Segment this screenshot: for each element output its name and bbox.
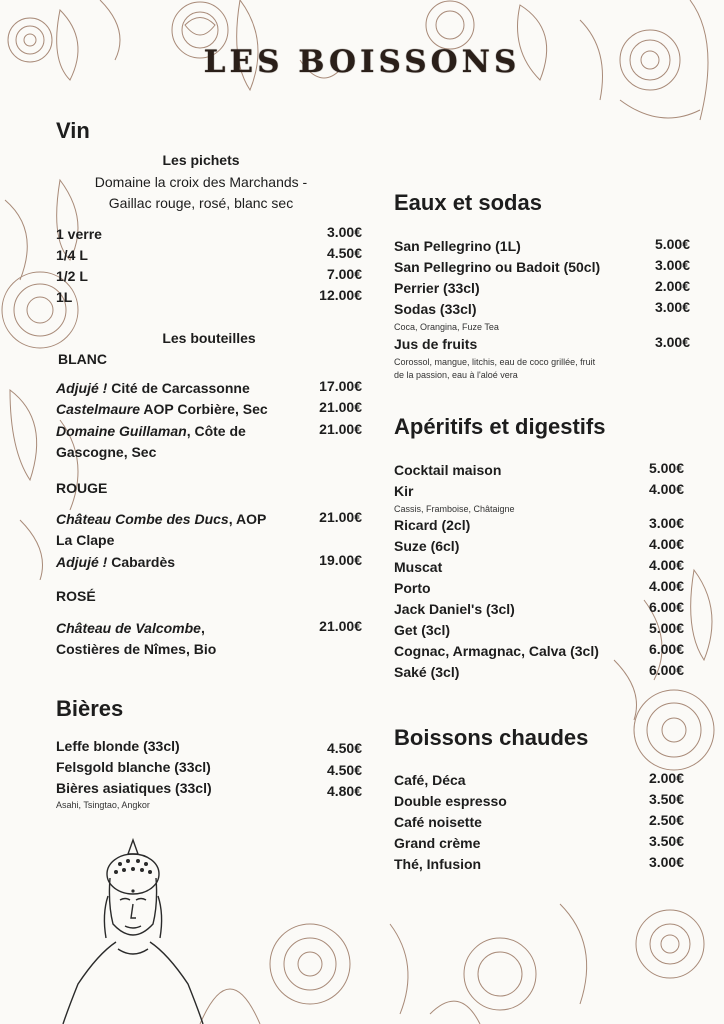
pichets-description-line1: Domaine la croix des Marchands - [94, 174, 308, 190]
aperitifs-section-title: Apéritifs et digestifs [394, 414, 606, 439]
pichet-item-price: 4.50€ [326, 245, 362, 261]
wine-item-price: 21.00€ [319, 509, 362, 525]
chaudes-section-title: Boissons chaudes [394, 725, 589, 750]
beer-item-name: Bières asiatiques (33cl) [56, 780, 212, 796]
eaux-section-title: Eaux et sodas [394, 190, 542, 215]
soda-item-name: Perrier (33cl) [394, 280, 480, 296]
wine-item-price: 19.00€ [319, 552, 362, 568]
wine-item-italic-name: Adjujé ! [56, 380, 108, 396]
beer-item-name: Felsgold blanche (33cl) [56, 759, 211, 775]
bieres-section-title: Bières [56, 696, 124, 721]
hot-drink-item-price: 3.50€ [648, 833, 684, 849]
aperitif-item-name: Ricard (2cl) [394, 517, 471, 533]
wine-item-price: 21.00€ [319, 399, 362, 415]
soda-item-name: Jus de fruits [394, 336, 478, 352]
wine-item-name-line2: Gascogne, Sec [56, 444, 157, 460]
hot-drink-item-name: Café, Déca [394, 772, 466, 788]
wine-item-italic-name: Château Combe des Ducs [56, 511, 229, 527]
aperitif-item-price: 4.00€ [648, 536, 684, 552]
aperitif-item-price: 5.00€ [648, 620, 684, 636]
wine-item-price: 21.00€ [319, 421, 362, 437]
wine-item-name-rest: , [200, 620, 205, 636]
aperitif-item-name: Kir [394, 483, 414, 499]
soda-item-name: Sodas (33cl) [394, 301, 477, 317]
hot-drink-item-price: 2.00€ [648, 770, 684, 786]
aperitif-item-name: Get (3cl) [394, 622, 451, 638]
soda-item-price: 3.00€ [654, 257, 690, 273]
wine-item-price: 17.00€ [319, 378, 362, 394]
pichet-item-price: 7.00€ [326, 266, 362, 282]
sodas-note: Coca, Orangina, Fuze Tea [394, 322, 499, 332]
wine-item-name-rest: AOP Corbière, Sec [140, 401, 268, 417]
soda-item-name: San Pellegrino (1L) [394, 238, 521, 254]
rouge-category: ROUGE [56, 480, 108, 496]
buddha-illustration [58, 834, 208, 1024]
beer-item-name: Leffe blonde (33cl) [56, 738, 180, 754]
kir-note: Cassis, Framboise, Châtaigne [394, 504, 515, 514]
soda-item-price: 2.00€ [654, 278, 690, 294]
wine-item-italic-name: Domaine Guillaman [56, 423, 187, 439]
aperitif-item-name: Porto [394, 580, 431, 596]
aperitif-item-name: Cocktail maison [394, 462, 502, 478]
wine-item-name-line2: Costières de Nîmes, Bio [56, 641, 217, 657]
hot-drink-item-price: 2.50€ [648, 812, 684, 828]
blanc-category: BLANC [58, 351, 107, 367]
beer-item-price: 4.80€ [326, 783, 362, 799]
aperitif-item-name: Jack Daniel's (3cl) [394, 601, 515, 617]
rose-category: ROSÉ [56, 588, 96, 604]
vin-section-title: Vin [56, 118, 90, 143]
aperitif-item-price: 3.00€ [648, 515, 684, 531]
wine-item [56, 552, 175, 573]
soda-item-price: 3.00€ [654, 334, 690, 350]
aperitif-item-name: Muscat [394, 559, 443, 575]
pichets-description-line2: Gaillac rouge, rosé, blanc sec [108, 195, 294, 211]
hot-drink-item-name: Café noisette [394, 814, 482, 830]
floral-decoration-bottom [0, 864, 724, 1024]
pichet-item-price: 12.00€ [319, 287, 362, 303]
pichet-item-price: 3.00€ [326, 224, 362, 240]
hot-drink-item-name: Thé, Infusion [394, 856, 482, 872]
pichet-item-name: 1L [56, 289, 73, 305]
aperitif-item-price: 4.00€ [648, 481, 684, 497]
wine-item-name-line2: La Clape [56, 532, 115, 548]
hot-drink-item-name: Double espresso [394, 793, 507, 809]
beer-item-price: 4.50€ [326, 740, 362, 756]
pichet-item-name: 1/4 L [56, 247, 88, 263]
aperitif-item-name: Saké (3cl) [394, 664, 460, 680]
wine-item-name-rest: Cité de Carcassonne [107, 380, 250, 396]
aperitif-item-name: Suze (6cl) [394, 538, 460, 554]
pichets-heading: Les pichets [162, 152, 240, 168]
soda-item-price: 5.00€ [654, 236, 690, 252]
aperitif-item-price: 4.00€ [648, 557, 684, 573]
wine-item [56, 399, 268, 420]
wine-item-italic-name: Castelmaure [56, 401, 141, 417]
wine-item [56, 509, 266, 551]
pichet-item-name: 1 verre [56, 226, 102, 242]
aperitif-item-name: Cognac, Armagnac, Calva (3cl) [394, 643, 599, 659]
wine-item [56, 421, 246, 463]
hot-drink-item-price: 3.50€ [648, 791, 684, 807]
wine-item [56, 618, 216, 660]
jus-note-line1: Corossol, mangue, litchis, eau de coco grillée, fruit [394, 357, 596, 367]
page-title: LES BOISSONS [203, 44, 521, 80]
wine-item-name-rest: , AOP [228, 511, 267, 527]
soda-item-price: 3.00€ [654, 299, 690, 315]
bouteilles-heading: Les bouteilles [162, 330, 256, 346]
aperitif-item-price: 6.00€ [648, 662, 684, 678]
wine-item-name-rest: Cabardès [107, 554, 176, 570]
aperitif-item-price: 6.00€ [648, 641, 684, 657]
hot-drink-item-name: Grand crème [394, 835, 481, 851]
aperitif-item-price: 5.00€ [648, 460, 684, 476]
jus-note-line2: de la passion, eau à l'aloé vera [394, 370, 518, 380]
wine-item-italic-name: Château de Valcombe [56, 620, 201, 636]
hot-drink-item-price: 3.00€ [648, 854, 684, 870]
soda-item-name: San Pellegrino ou Badoit (50cl) [394, 259, 601, 275]
beer-asiatiques-note: Asahi, Tsingtao, Angkor [56, 800, 150, 810]
aperitif-item-price: 6.00€ [648, 599, 684, 615]
wine-item-price: 21.00€ [319, 618, 362, 634]
wine-item [56, 378, 250, 399]
wine-item-name-rest: , Côte de [186, 423, 246, 439]
aperitif-item-price: 4.00€ [648, 578, 684, 594]
pichet-item-name: 1/2 L [56, 268, 88, 284]
beer-item-price: 4.50€ [326, 762, 362, 778]
wine-item-italic-name: Adjujé ! [56, 554, 108, 570]
